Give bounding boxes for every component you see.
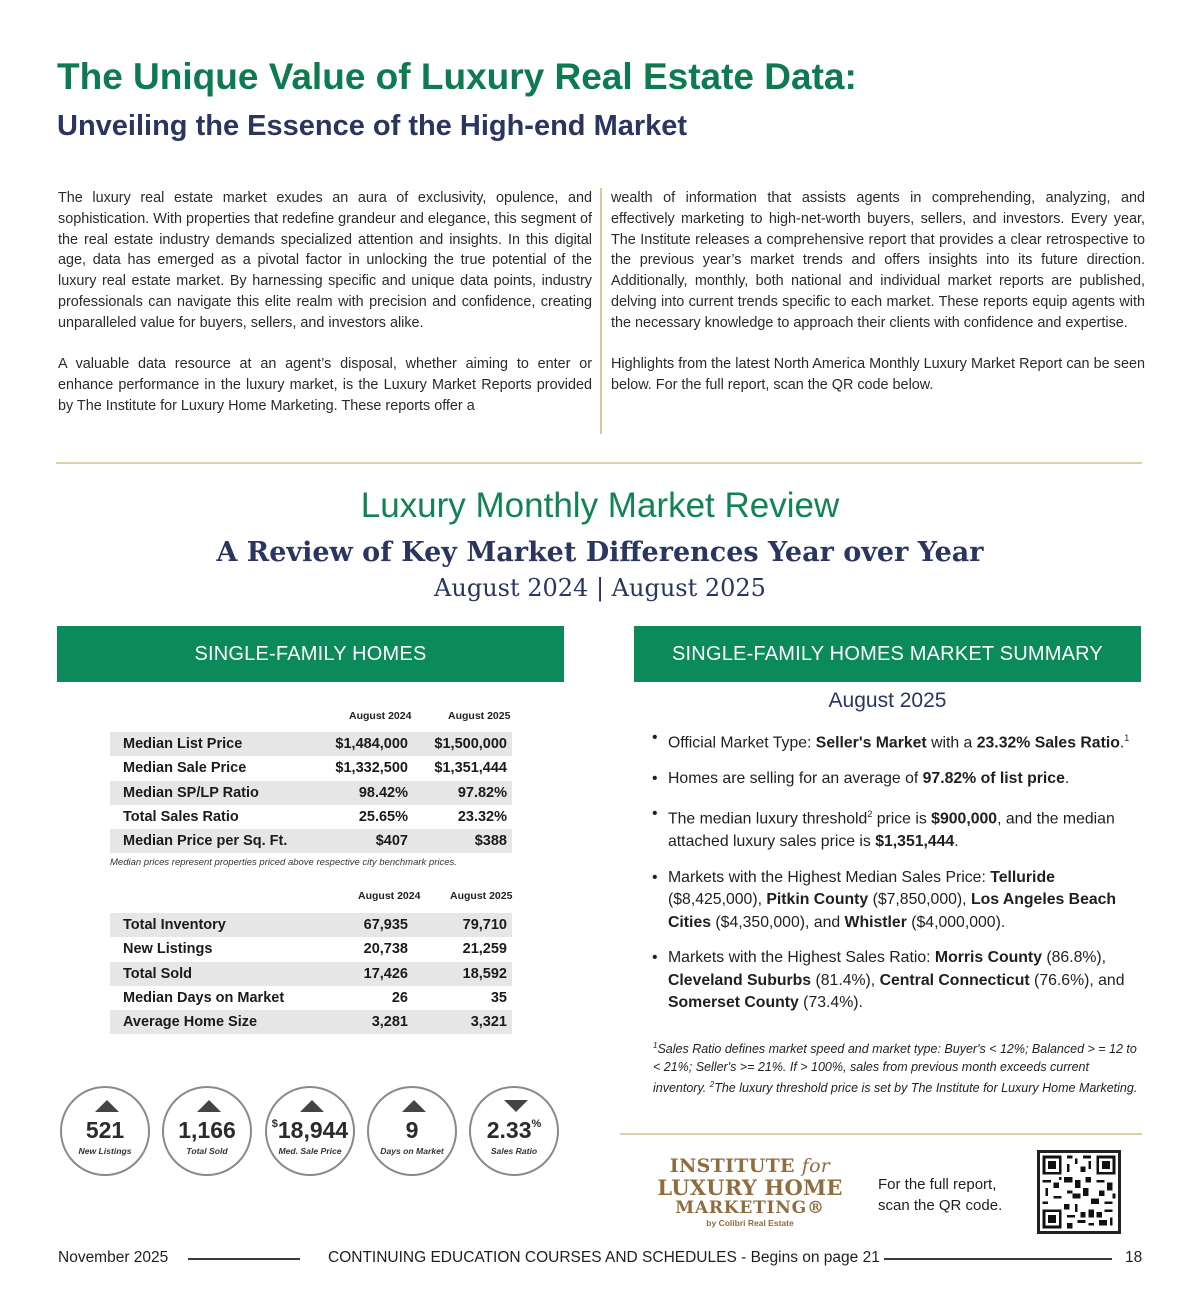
row-label: Total Sold xyxy=(123,965,193,982)
row-label: Median SP/LP Ratio xyxy=(123,784,259,801)
value-2025: 23.32% xyxy=(457,808,507,825)
page-number: 18 xyxy=(1125,1249,1143,1266)
article-column-right xyxy=(611,188,1145,417)
article-paragraph: wealth of information that assists agents in comprehending, analyzing, and effectively marketing to high-net-worth buyers, sellers, and investors. Every year, The Institute releases a comprehensive report that provides a clear retrospective to the previous year’s market trends and offers insights into its future direction. Additionally, monthly, both national and individual market reports are published, delving into current trends specific to each market. These reports equip agents with the necessary knowledge to approach their clients with confidence and expertise. xyxy=(611,190,1145,331)
badge-caption: New Listings xyxy=(78,1146,132,1156)
summary-month: August 2025 xyxy=(828,689,947,712)
qr-code-icon[interactable] xyxy=(1037,1150,1121,1234)
list-item: • The median luxury threshold$^2$ price is $900,000, and the median attached luxury sales price is $1,351,444. xyxy=(652,803,1142,853)
value-2025: 18,592 xyxy=(462,965,507,982)
list-item: • Markets with the Highest Median Sales Price: Telluride ($8,425,000), Pitkin County ($7,850,000), Los Angeles Beach Cities ($4,350,000), and Whistler ($4,000,000). xyxy=(652,867,1142,935)
table-row xyxy=(110,913,512,937)
table-row xyxy=(110,732,512,756)
badge-total-sold xyxy=(162,1086,252,1176)
value-2024: 25.65% xyxy=(358,808,408,825)
column-header-2025: August 2025 xyxy=(450,890,513,902)
footer-center-text: CONTINUING EDUCATION COURSES AND SCHEDULES - Begins on page 21 xyxy=(328,1249,880,1266)
table-row xyxy=(110,937,512,961)
column-header-2024: August 2024 xyxy=(358,890,421,902)
table-note: Median prices represent properties priced above respective city benchmark prices. xyxy=(110,857,457,868)
row-label: Median Days on Market xyxy=(123,989,285,1006)
table-row xyxy=(110,1010,512,1034)
summary-bullets xyxy=(652,727,1142,1028)
footer-date: November 2025 xyxy=(58,1249,169,1266)
value-2024: 26 xyxy=(391,989,408,1006)
value-2025: $1,500,000 xyxy=(434,736,507,752)
value-2024: 17,426 xyxy=(363,965,408,982)
table-row xyxy=(110,805,512,829)
article-paragraph: Highlights from the latest North America Monthly Luxury Market Report can be seen below. For the full report, scan the QR code below. xyxy=(611,356,1145,394)
page-title: The Unique Value of Luxury Real Estate Data: xyxy=(57,56,857,97)
badge-value: $18,944 xyxy=(271,1117,349,1143)
arrow-down-icon xyxy=(504,1100,528,1112)
badge-median-sale-price xyxy=(265,1086,355,1176)
row-label: Median Price per Sq. Ft. xyxy=(123,833,288,850)
arrow-up-icon xyxy=(95,1100,119,1112)
table-row xyxy=(110,829,512,853)
institute-logo: INSTITUTE for LUXURY HOME MARKETING® by Colibri Real Estate xyxy=(657,1155,843,1228)
value-2024: 3,281 xyxy=(371,1014,408,1031)
footer-rule xyxy=(884,1258,1112,1260)
table-row xyxy=(110,986,512,1010)
list-item: • Official Market Type: Seller's Market with a 23.32% Sales Ratio.$^1$ xyxy=(652,727,1142,755)
value-2025: $1,351,444 xyxy=(434,760,507,777)
footer-rule xyxy=(188,1258,300,1260)
review-title: Luxury Monthly Market Review xyxy=(360,486,840,525)
badge-new-listings xyxy=(60,1086,150,1176)
value-2025: $388 xyxy=(474,833,507,850)
arrow-up-icon xyxy=(300,1100,324,1112)
page-subtitle: Unveiling the Essence of the High-end Market xyxy=(57,110,688,142)
promo-divider xyxy=(620,1133,1142,1135)
value-2025: 97.82% xyxy=(457,784,507,801)
badge-value: 2.33% xyxy=(486,1117,542,1143)
value-2024: $407 xyxy=(375,833,408,850)
badge-value: 1,166 xyxy=(178,1117,236,1143)
article-column-left xyxy=(58,188,592,438)
column-header-2025: August 2025 xyxy=(448,710,511,722)
review-subtitle: A Review of Key Market Differences Year over Year xyxy=(216,537,984,568)
table-row xyxy=(110,756,512,780)
inventory-stats-table xyxy=(110,913,512,1034)
list-item: • Markets with the Highest Sales Ratio: Morris County (86.8%), Cleveland Suburbs (81.4%), Central Connecticut (76.6%), and Somerset County (73.4%). xyxy=(652,947,1142,1015)
value-2025: 3,321 xyxy=(470,1014,507,1031)
value-2024: $1,484,000 xyxy=(335,736,408,752)
sfh-header: SINGLE-FAMILY HOMES xyxy=(57,626,564,682)
badge-days-on-market xyxy=(367,1086,457,1176)
section-divider xyxy=(56,462,1142,464)
value-2024: 67,935 xyxy=(363,917,408,933)
badge-caption: Days on Market xyxy=(380,1146,444,1156)
value-2024: 98.42% xyxy=(358,784,408,801)
table-row xyxy=(110,962,512,986)
column-header-2024: August 2024 xyxy=(349,710,412,722)
badge-value: 521 xyxy=(85,1117,125,1143)
value-2025: 35 xyxy=(490,989,507,1006)
arrow-up-icon xyxy=(197,1100,221,1112)
column-divider xyxy=(600,188,602,434)
row-label: Median Sale Price xyxy=(123,760,247,777)
badge-caption: Total Sold xyxy=(186,1146,228,1156)
row-label: Total Inventory xyxy=(123,917,226,933)
value-2024: 20,738 xyxy=(363,941,408,958)
row-label: Total Sales Ratio xyxy=(123,808,239,825)
badge-sales-ratio xyxy=(469,1086,559,1176)
price-stats-table xyxy=(110,732,512,853)
value-2025: 21,259 xyxy=(462,941,507,958)
row-label: Median List Price xyxy=(123,736,243,752)
review-dates: August 2024 | August 2025 xyxy=(434,574,766,602)
arrow-up-icon xyxy=(402,1100,426,1112)
qr-instruction: For the full report, scan the QR code. xyxy=(878,1176,1003,1214)
badge-value: 9 xyxy=(405,1117,419,1143)
summary-header: SINGLE-FAMILY HOMES MARKET SUMMARY xyxy=(634,626,1141,682)
badge-caption: Sales Ratio xyxy=(490,1146,538,1156)
article-paragraph: The luxury real estate market exudes an aura of exclusivity, opulence, and sophistication. With properties that redefine grandeur and elegance, this segment of the real estate industry demands specialized attention and insights. In this digital age, data has emerged as a pivotal factor in unlocking the true potential of the luxury real estate market. By harnessing specific and unique data points, industry professionals can navigate this elite realm with precision and confidence, creating unparalleled value for buyers, sellers, and investors alike. xyxy=(58,190,592,331)
badge-caption: Med. Sale Price xyxy=(278,1146,342,1156)
summary-footnote: $^1$Sales Ratio defines market speed and market type: Buyer's < 12%; Balanced > = 12 to < 21%; Seller's >= 21%. If > 100%, sales from previous month exceeds current inventory. $^2$The luxury threshold price is set by The Institute for Luxury Home Marketing. xyxy=(653,1041,1138,1096)
row-label: New Listings xyxy=(123,941,213,958)
row-label: Average Home Size xyxy=(123,1014,258,1031)
value-2024: $1,332,500 xyxy=(335,760,408,777)
list-item: • Homes are selling for an average of 97.82% of list price. xyxy=(652,768,1142,791)
article-paragraph: A valuable data resource at an agent’s disposal, whether aiming to enter or enhance performance in the luxury market, is the Luxury Market Reports provided by The Institute for Luxury Home Marketing. These reports offer a xyxy=(58,356,592,414)
table-row xyxy=(110,781,512,805)
value-2025: 79,710 xyxy=(462,917,507,933)
